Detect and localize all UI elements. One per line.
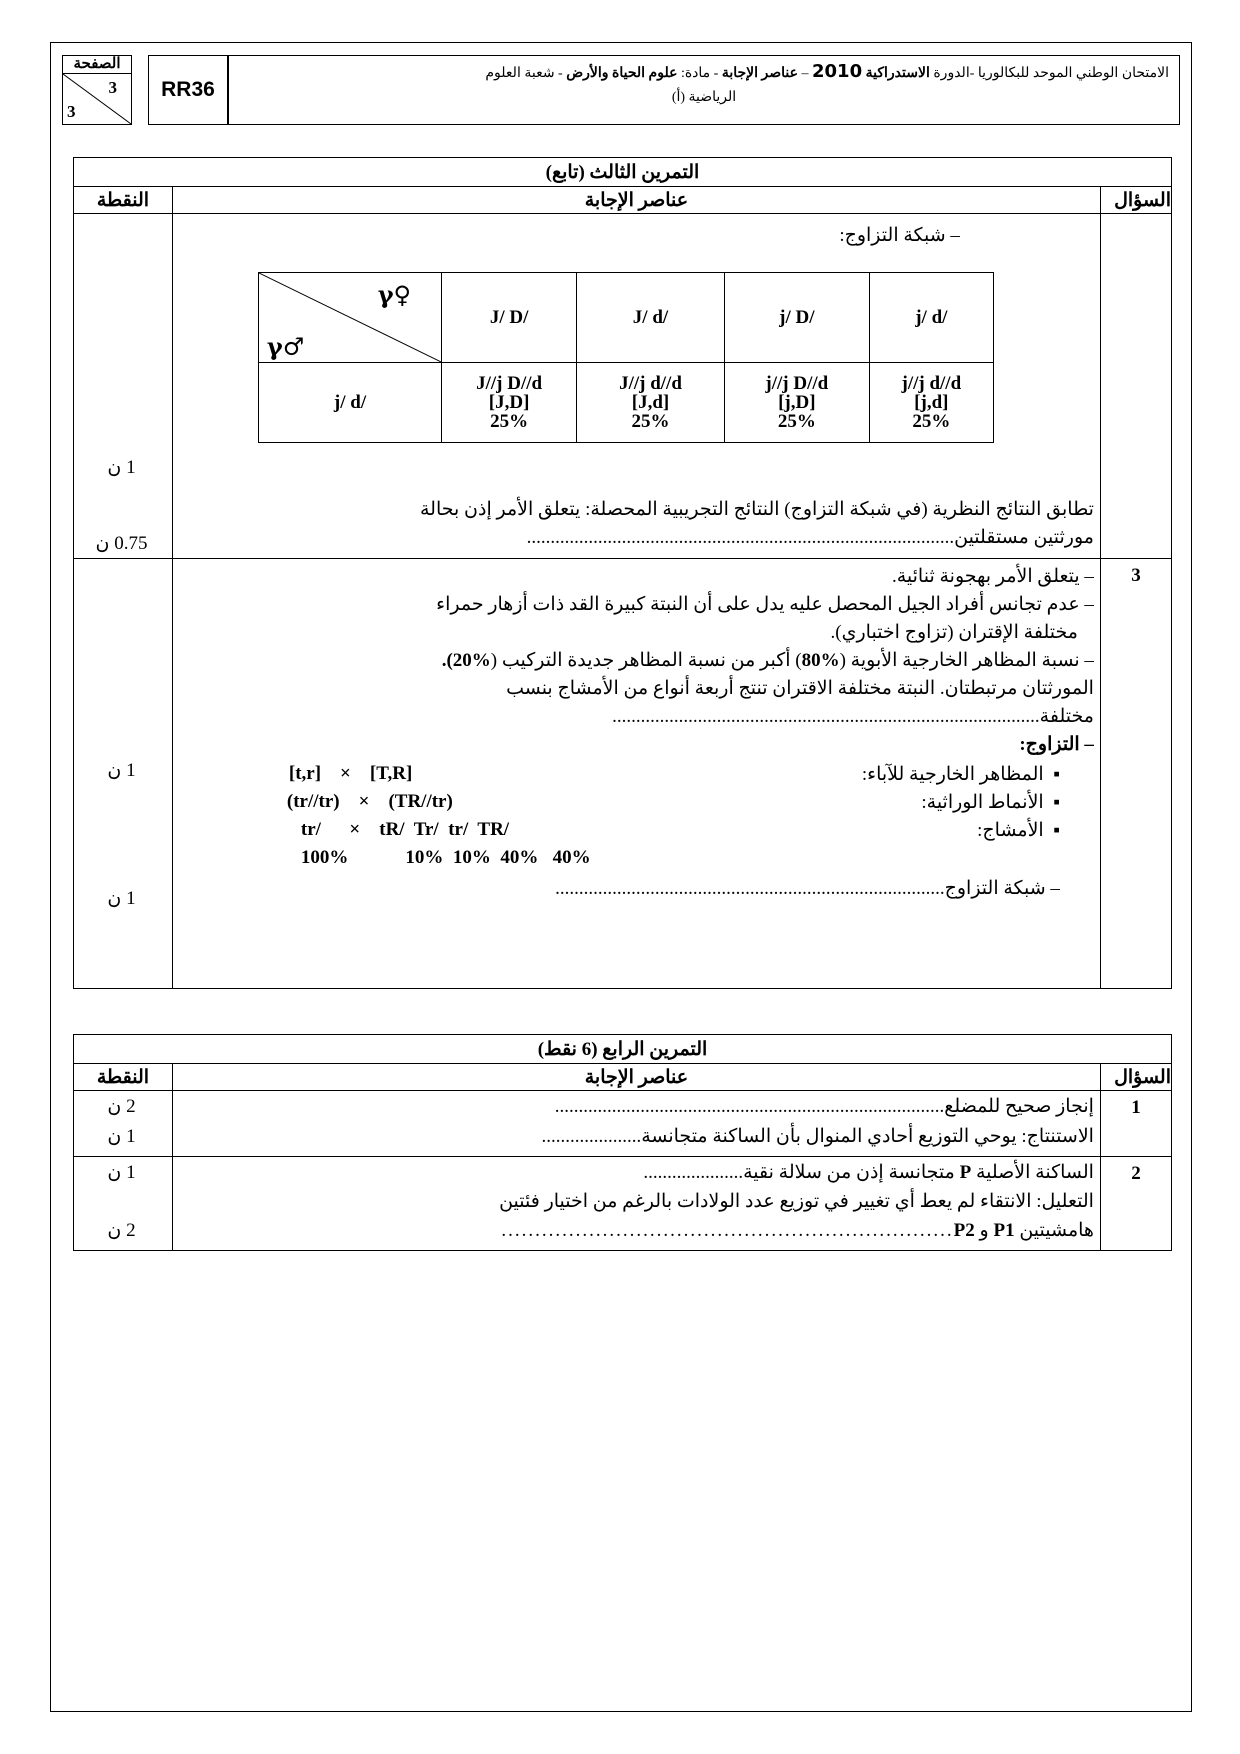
exam-code: RR36 <box>148 55 228 125</box>
punnett-cell-1 <box>442 363 577 443</box>
cross-grid-label: – شبكة التزاوج: <box>839 225 960 246</box>
q3-points-1: 1 ن <box>107 760 136 781</box>
ex4-q2-line1a: الساكنة الأصلية <box>971 1162 1094 1183</box>
q3-answer <box>172 559 1100 989</box>
cell-genotype: J//j d//d <box>619 373 682 394</box>
col-points-header: النقطة <box>74 1064 173 1091</box>
page-total: 3 <box>67 102 76 121</box>
title-year: 2010 <box>812 61 863 82</box>
ex4-q1-line2: الاستنتاج: يوحي التوزيع أحادي المنوال بأن الساكنة متجانسة <box>641 1126 1094 1147</box>
q3-line6-wrap: مختلفة.......................................................................................... <box>612 706 1094 727</box>
q3-line4b: ) أكبر من نسبة المظاهر جديدة التركيب ( <box>490 650 802 671</box>
title-answers: عناصر الإجابة <box>721 66 798 81</box>
cross-title: – التزاوج: <box>1019 734 1094 755</box>
ex4-q2-points <box>74 1157 173 1251</box>
q3-line4 <box>442 649 1094 672</box>
gametes-label-text: الأمشاج: <box>977 820 1044 841</box>
conclusion-line1: تطابق النتائج النظرية (في شبكة التزاوج) النتائج التجريبية المحصلة: يتعلق الأمر إذن بحالة <box>419 499 1094 520</box>
ex4-q2-P1: P1 <box>993 1220 1015 1241</box>
q3-points-2: 1 ن <box>107 888 136 909</box>
col-points-header: النقطة <box>74 187 173 214</box>
exercise3-table <box>73 157 1172 989</box>
ex4-q2-number: 2 <box>1100 1157 1171 1251</box>
punnett-square <box>258 272 994 443</box>
page-current: 3 <box>108 78 117 97</box>
ex4-q1-points <box>74 1091 173 1157</box>
genotypes-label-text: الأنماط الوراثية: <box>921 792 1044 813</box>
male-gamete-symbol: γ♂ <box>266 332 305 361</box>
punnett-cell-2 <box>577 363 725 443</box>
q3-line3: مختلفة الإقتران (تزاوج اختباري). <box>830 622 1078 643</box>
exam-title <box>228 55 1180 125</box>
q3-number: 3 <box>1100 559 1171 989</box>
ex4-q1-answer <box>172 1091 1100 1157</box>
conclusion-line2: مورثتين مستقلتين <box>954 527 1094 548</box>
female-gamete-symbol: γ♀ <box>377 280 412 309</box>
parents-label: ▪ المظاهر الخارجية للآباء: <box>861 764 1060 785</box>
cell-phenotype: [j,d] <box>914 392 949 413</box>
page-label: الصفحة <box>63 56 131 74</box>
gametes-label: ▪ الأمشاج: <box>977 820 1060 841</box>
ex4-q1-number: 1 <box>1100 1091 1171 1157</box>
female-gamete-3: j/ D/ <box>724 273 869 363</box>
title-session: الاستدراكية <box>865 66 930 81</box>
cell-percent: 25% <box>777 411 816 432</box>
ex4-q2-P2: P2 <box>953 1220 975 1241</box>
q3-line2: – عدم تجانس أفراد الجيل المحصل عليه يدل على أن النبتة كبيرة القد ذات أزهار حمراء <box>436 594 1094 615</box>
cell-phenotype: [J,D] <box>488 392 530 413</box>
female-gamete-4: j/ d/ <box>869 273 993 363</box>
gametes-percent: 100% 10% 10% 40% 40% <box>300 847 591 868</box>
ex4-q2-and: و <box>974 1220 994 1241</box>
parents-label-text: المظاهر الخارجية للآباء: <box>861 764 1044 785</box>
parents-value: [t,r] × [T,R] <box>288 763 413 784</box>
q3-pct80: 80% <box>801 650 840 671</box>
q3-pct20: 20% <box>452 650 491 671</box>
punnett-cell-3 <box>724 363 869 443</box>
punnett-corner <box>258 273 441 363</box>
genotypes-label: ▪ الأنماط الوراثية: <box>921 792 1060 813</box>
points-a: 1 ن <box>107 457 136 478</box>
col-question-header: السؤال <box>1100 1064 1171 1091</box>
cell-percent: 25% <box>490 411 529 432</box>
female-gamete-2: J/ d/ <box>577 273 725 363</box>
row-a-points <box>74 214 173 559</box>
col-answer-header: عناصر الإجابة <box>172 187 1100 214</box>
col-answer-header: عناصر الإجابة <box>172 1064 1100 1091</box>
grid-label-wrap: – شبكة التزاوج.................................................................................. <box>555 878 1060 899</box>
male-gamete: j/ d/ <box>258 363 441 443</box>
ex4-q2-line1-wrap: الساكنة الأصلية P متجانسة إذن من سلالة نقية..................... <box>643 1162 1094 1183</box>
ex4-q1-line1-wrap: إنجاز صحيح للمضلع.................................................................................. <box>554 1096 1094 1117</box>
ex4-q2-line3a: هامشيتين <box>1014 1220 1094 1241</box>
conclusion-line2-wrap: مورثتين مستقلتين.......................................................................................... <box>526 527 1094 548</box>
punnett-cell-4 <box>869 363 993 443</box>
ex4-q2-points-1: 1 ن <box>107 1162 136 1183</box>
exercise4-title: التمرين الرابع (6 نقط) <box>74 1035 1172 1064</box>
cell-genotype: j//j d//d <box>901 373 962 394</box>
row-a-answer <box>172 214 1100 559</box>
cell-genotype: j//j D//d <box>765 373 829 394</box>
cell-phenotype: [j,D] <box>778 392 816 413</box>
cell-percent: 25% <box>631 411 670 432</box>
q3-points <box>74 559 173 989</box>
female-gamete-1: J/ D/ <box>442 273 577 363</box>
genotypes-value: (tr//tr) × (TR//tr) <box>286 791 453 812</box>
col-question-header: السؤال <box>1100 187 1171 214</box>
ex4-q1-points-1: 2 ن <box>107 1096 136 1117</box>
ex4-q2-points-2: 2 ن <box>107 1220 136 1241</box>
q3-line5: المورثتان مرتبطتان. النبتة مختلفة الاقتران تنتج أربعة أنواع من الأمشاج بنسب <box>506 678 1094 699</box>
ex4-q2-line2: التعليل: الانتقاء لم يعط أي تغيير في توزيع عدد الولادات بالرغم من اختيار فئتين <box>499 1191 1094 1212</box>
q3-line4a: – نسبة المظاهر الخارجية الأبوية ( <box>839 650 1094 671</box>
q3-line4c: ). <box>441 650 453 671</box>
cell-percent: 25% <box>912 411 951 432</box>
title-part3: - مادة: <box>677 66 722 81</box>
q3-line6: مختلفة <box>1039 706 1094 727</box>
ex4-q1-points-2: 1 ن <box>107 1126 136 1147</box>
exercise3-title: التمرين الثالث (تابع) <box>74 158 1172 187</box>
ex4-q1-line1: إنجاز صحيح للمضلع <box>944 1096 1094 1117</box>
title-subject: علوم الحياة والأرض <box>566 66 678 81</box>
cell-phenotype: [J,d] <box>631 392 670 413</box>
ex4-q2-line1b: متجانسة إذن من سلالة نقية <box>743 1162 960 1183</box>
row-a-question <box>1100 214 1171 559</box>
exercise4-table <box>73 1034 1172 1251</box>
points-b: 0.75 ن <box>95 533 148 554</box>
grid-label: – شبكة التزاوج <box>944 878 1060 899</box>
q3-line1: – يتعلق الأمر بهجونة ثنائية. <box>891 566 1094 587</box>
ex4-q2-line3-wrap: هامشيتين P1 و P2................................................................... <box>501 1220 1094 1241</box>
title-part2: – <box>798 66 812 81</box>
cell-genotype: J//j D//d <box>476 373 543 394</box>
ex4-q2-P: P <box>959 1162 972 1183</box>
ex4-q2-answer <box>172 1157 1100 1251</box>
page-number-box <box>62 55 132 125</box>
title-part1: الامتحان الوطني الموحد للبكالوريا -الدورة <box>929 66 1169 81</box>
gametes-value: tr/ × tR/ Tr/ tr/ TR/ <box>300 819 510 840</box>
title-line2: الرياضية (أ) <box>671 90 737 105</box>
title-part4: - شعبة العلوم <box>485 66 567 81</box>
ex4-q1-line2-wrap: الاستنتاج: يوحي التوزيع أحادي المنوال بأن الساكنة متجانسة..................... <box>541 1126 1094 1147</box>
